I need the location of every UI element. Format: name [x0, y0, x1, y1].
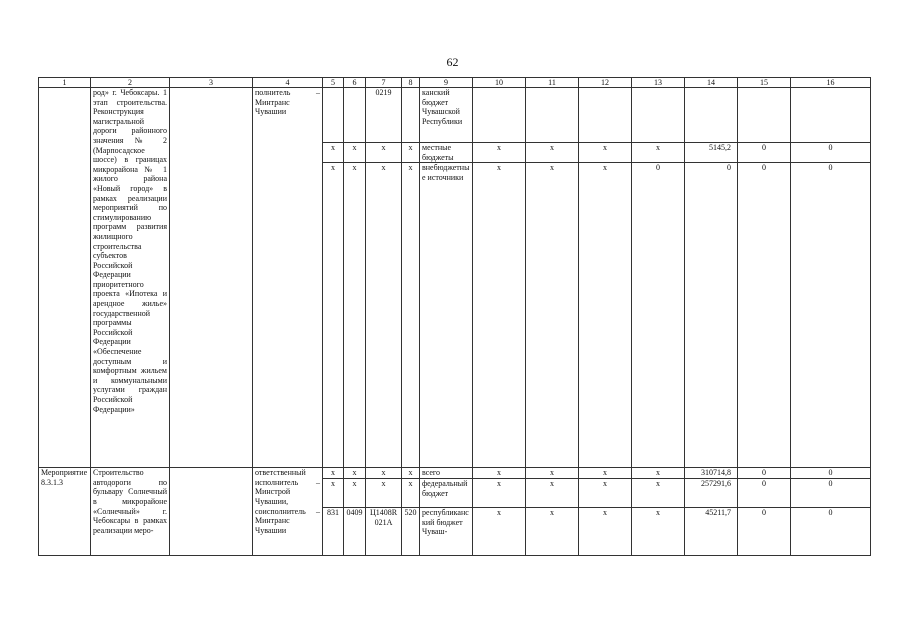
table-cell [579, 88, 632, 143]
table-cell: x [632, 479, 685, 508]
table-cell: x [344, 479, 366, 508]
header-cell: 14 [685, 78, 738, 88]
header-cell: 5 [323, 78, 344, 88]
table-cell [632, 88, 685, 143]
table-cell: 0409 [344, 508, 366, 556]
table-cell: x [402, 479, 420, 508]
table-cell: x [366, 479, 402, 508]
table-cell: x [579, 143, 632, 163]
header-cell: 7 [366, 78, 402, 88]
activity-description: Строительство автодороги по бульвару Солнечный в микрорайоне «Солнечный» г. Чебоксары в рамках реализации меро- [91, 468, 170, 556]
table-row [39, 468, 871, 479]
table-cell: 0 [685, 163, 738, 468]
table-cell: x [323, 468, 344, 479]
header-cell: 16 [791, 78, 871, 88]
table-cell: x [402, 468, 420, 479]
table-cell [685, 88, 738, 143]
table-cell: x [344, 143, 366, 163]
table-cell: x [402, 163, 420, 468]
table-cell: x [473, 508, 526, 556]
header-cell: 12 [579, 78, 632, 88]
table-row [39, 88, 871, 143]
activity-code: Мероприятие 8.3.1.3 [39, 468, 91, 556]
header-cell: 4 [253, 78, 323, 88]
table-cell: x [632, 468, 685, 479]
header-cell: 1 [39, 78, 91, 88]
table-cell: 0 [738, 163, 791, 468]
table-cell: x [579, 163, 632, 468]
table-cell: 310714,8 [685, 468, 738, 479]
funding-source: канский бюджет Чувашской Республики [420, 88, 473, 143]
funding-source: республиканский бюджет Чуваш- [420, 508, 473, 556]
table-cell: 0 [632, 163, 685, 468]
table-cell: 45211,7 [685, 508, 738, 556]
table-cell: x [526, 479, 579, 508]
table-cell: x [473, 468, 526, 479]
table-cell: x [579, 479, 632, 508]
table-cell: 5145,2 [685, 143, 738, 163]
table-cell: x [632, 508, 685, 556]
table-cell [738, 88, 791, 143]
table-cell [323, 88, 344, 143]
table-cell: 0 [791, 143, 871, 163]
funding-source: федеральный бюджет [420, 479, 473, 508]
table-cell: x [323, 479, 344, 508]
table-cell: x [323, 163, 344, 468]
table-cell: 0 [738, 479, 791, 508]
table-cell: 0 [791, 508, 871, 556]
table-cell: x [473, 479, 526, 508]
empty-cell [170, 88, 253, 468]
table-cell: x [579, 508, 632, 556]
activity-executor: ответственный исполнитель – Минстрой Чувашии, соисполнитель – Минтранс Чувашии [253, 468, 323, 556]
table-cell: x [632, 143, 685, 163]
table-cell: 0 [791, 468, 871, 479]
header-cell: 9 [420, 78, 473, 88]
table-cell: 0 [791, 479, 871, 508]
table-cell [526, 88, 579, 143]
funding-source: местные бюджеты [420, 143, 473, 163]
budget-table [38, 77, 871, 556]
table-cell: x [579, 468, 632, 479]
table-cell: x [344, 468, 366, 479]
header-row [39, 78, 871, 88]
empty-cell [170, 468, 253, 556]
header-cell: 13 [632, 78, 685, 88]
header-cell: 3 [170, 78, 253, 88]
table-cell: Ц1408R021А [366, 508, 402, 556]
table-cell: x [366, 163, 402, 468]
table-cell [402, 88, 420, 143]
table-cell: x [526, 508, 579, 556]
table-cell: 0219 [366, 88, 402, 143]
activity-description: род» г. Чебоксары. 1 этап строительства. Реконструкция магистральной дороги районного значения № 2 (Марпосадское шоссе) в границах микрорайона № 1 жилого района «Новый город» в рамках реализации мероприятий по стимулированию программ развития жилищного строительства субъектов Российской Федерации приоритетного проекта «Ипотека и арендное жилье» государственной программы Российской Федерации «Обеспечение доступным и комфортным жильем и коммунальными услугами граждан Российской Федерации» [91, 88, 170, 468]
funding-source: внебюджетные источники [420, 163, 473, 468]
activity-executor: полнитель – Минтранс Чувашии [253, 88, 323, 468]
header-cell: 6 [344, 78, 366, 88]
header-cell: 15 [738, 78, 791, 88]
page-number: 62 [446, 55, 459, 69]
table-cell: x [344, 163, 366, 468]
table-cell: x [473, 163, 526, 468]
table-cell: x [366, 143, 402, 163]
table-cell: 0 [791, 163, 871, 468]
header-cell: 11 [526, 78, 579, 88]
table-cell [791, 88, 871, 143]
header-cell: 10 [473, 78, 526, 88]
table-cell: x [526, 468, 579, 479]
header-cell: 2 [91, 78, 170, 88]
table-cell: 257291,6 [685, 479, 738, 508]
table-cell: x [366, 468, 402, 479]
table-cell: x [323, 143, 344, 163]
funding-source: всего [420, 468, 473, 479]
table-cell: x [526, 143, 579, 163]
table-cell: 520 [402, 508, 420, 556]
table-cell: x [402, 143, 420, 163]
activity-code-cell [39, 88, 91, 468]
table-cell: x [473, 143, 526, 163]
table-cell [344, 88, 366, 143]
table-cell: 0 [738, 508, 791, 556]
table-cell: x [526, 163, 579, 468]
table-cell: 831 [323, 508, 344, 556]
table-cell: 0 [738, 143, 791, 163]
table-cell: 0 [738, 468, 791, 479]
header-cell: 8 [402, 78, 420, 88]
table-cell [473, 88, 526, 143]
